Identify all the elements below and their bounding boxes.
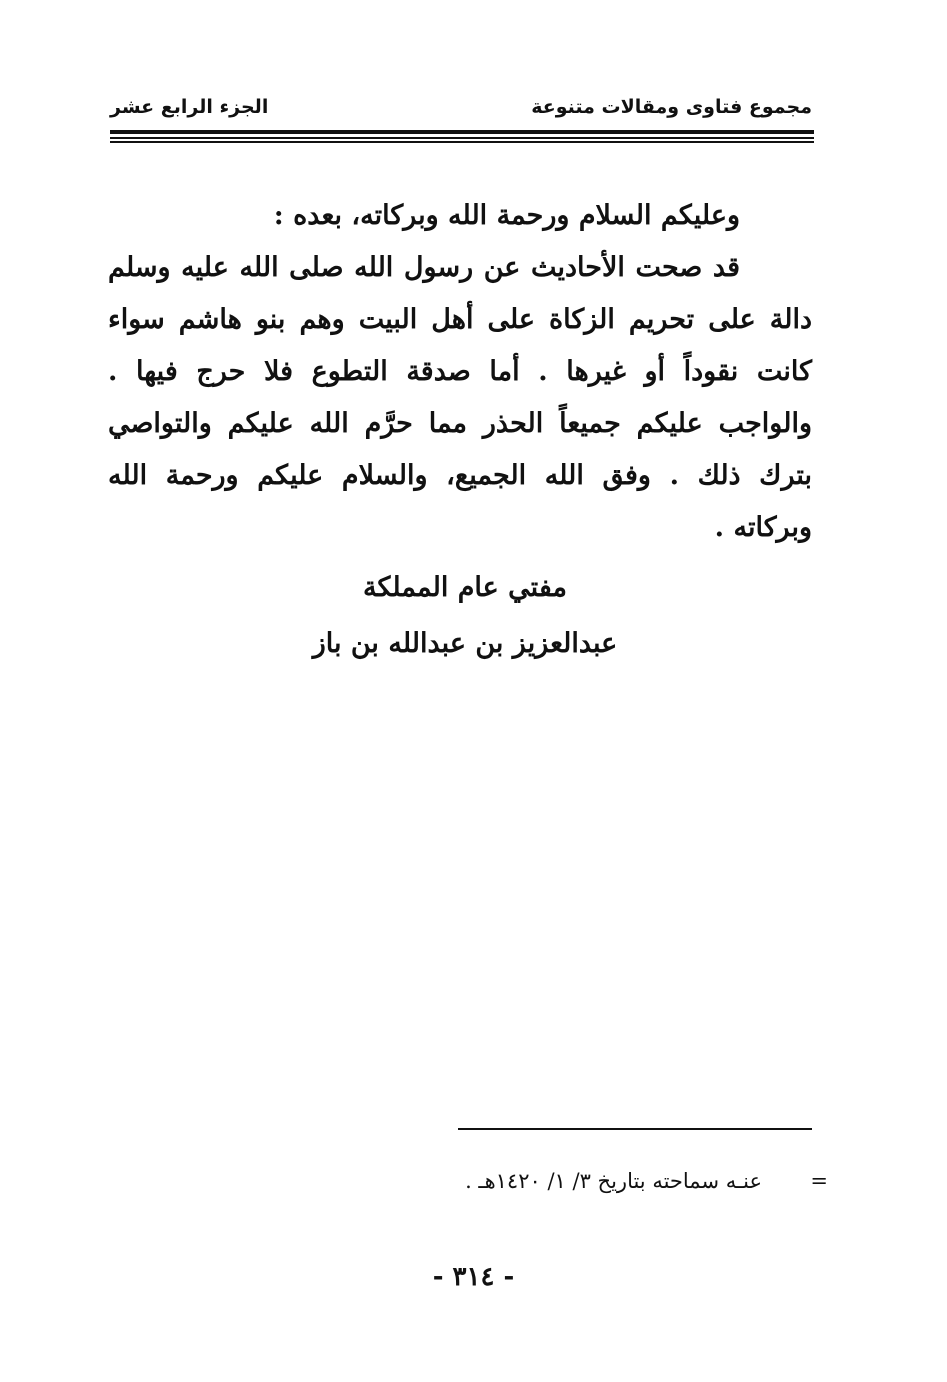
- answer-paragraph: قد صحت الأحاديث عن رسول الله صلى الله عليه وسلم دالة على تحريم الزكاة على أهل البيت وهم بنو هاشم سواء كانت نقوداً أو غيرها . أما صدقة التطوع فلا حرج فيها . والواجب عليكم جميعاً الحذر مما حرَّم الله عليكم والتواصي بترك ذلك . وفق الله الجميع، والسلام عليكم ورحمة الله وبركاته .: [108, 252, 812, 543]
- header-rule-thin: [110, 137, 814, 139]
- header-rule-thick: [110, 130, 814, 134]
- footnote-text: عنـه سماحته بتاريخ ٣/ ١/ ١٤٢٠هـ .: [465, 1169, 762, 1193]
- signature-block: [108, 560, 812, 672]
- running-header: [110, 96, 812, 126]
- book-title: مجموع فتاوى ومقالات متنوعة: [531, 96, 812, 118]
- greeting-line: وعليكم السلام ورحمة الله وبركاته، بعده :: [273, 200, 740, 231]
- signature-name: عبدالعزيز بن عبدالله بن باز: [312, 628, 618, 659]
- main-text: [108, 190, 812, 554]
- footnote-separator: [458, 1128, 812, 1130]
- header-rule-thin: [110, 141, 814, 143]
- signature-title: مفتي عام المملكة: [363, 572, 567, 603]
- footnote-continuation-mark: =: [810, 1169, 828, 1193]
- volume-label: الجزء الرابع عشر: [110, 96, 269, 118]
- page-number: - ٣١٤ -: [432, 1262, 515, 1292]
